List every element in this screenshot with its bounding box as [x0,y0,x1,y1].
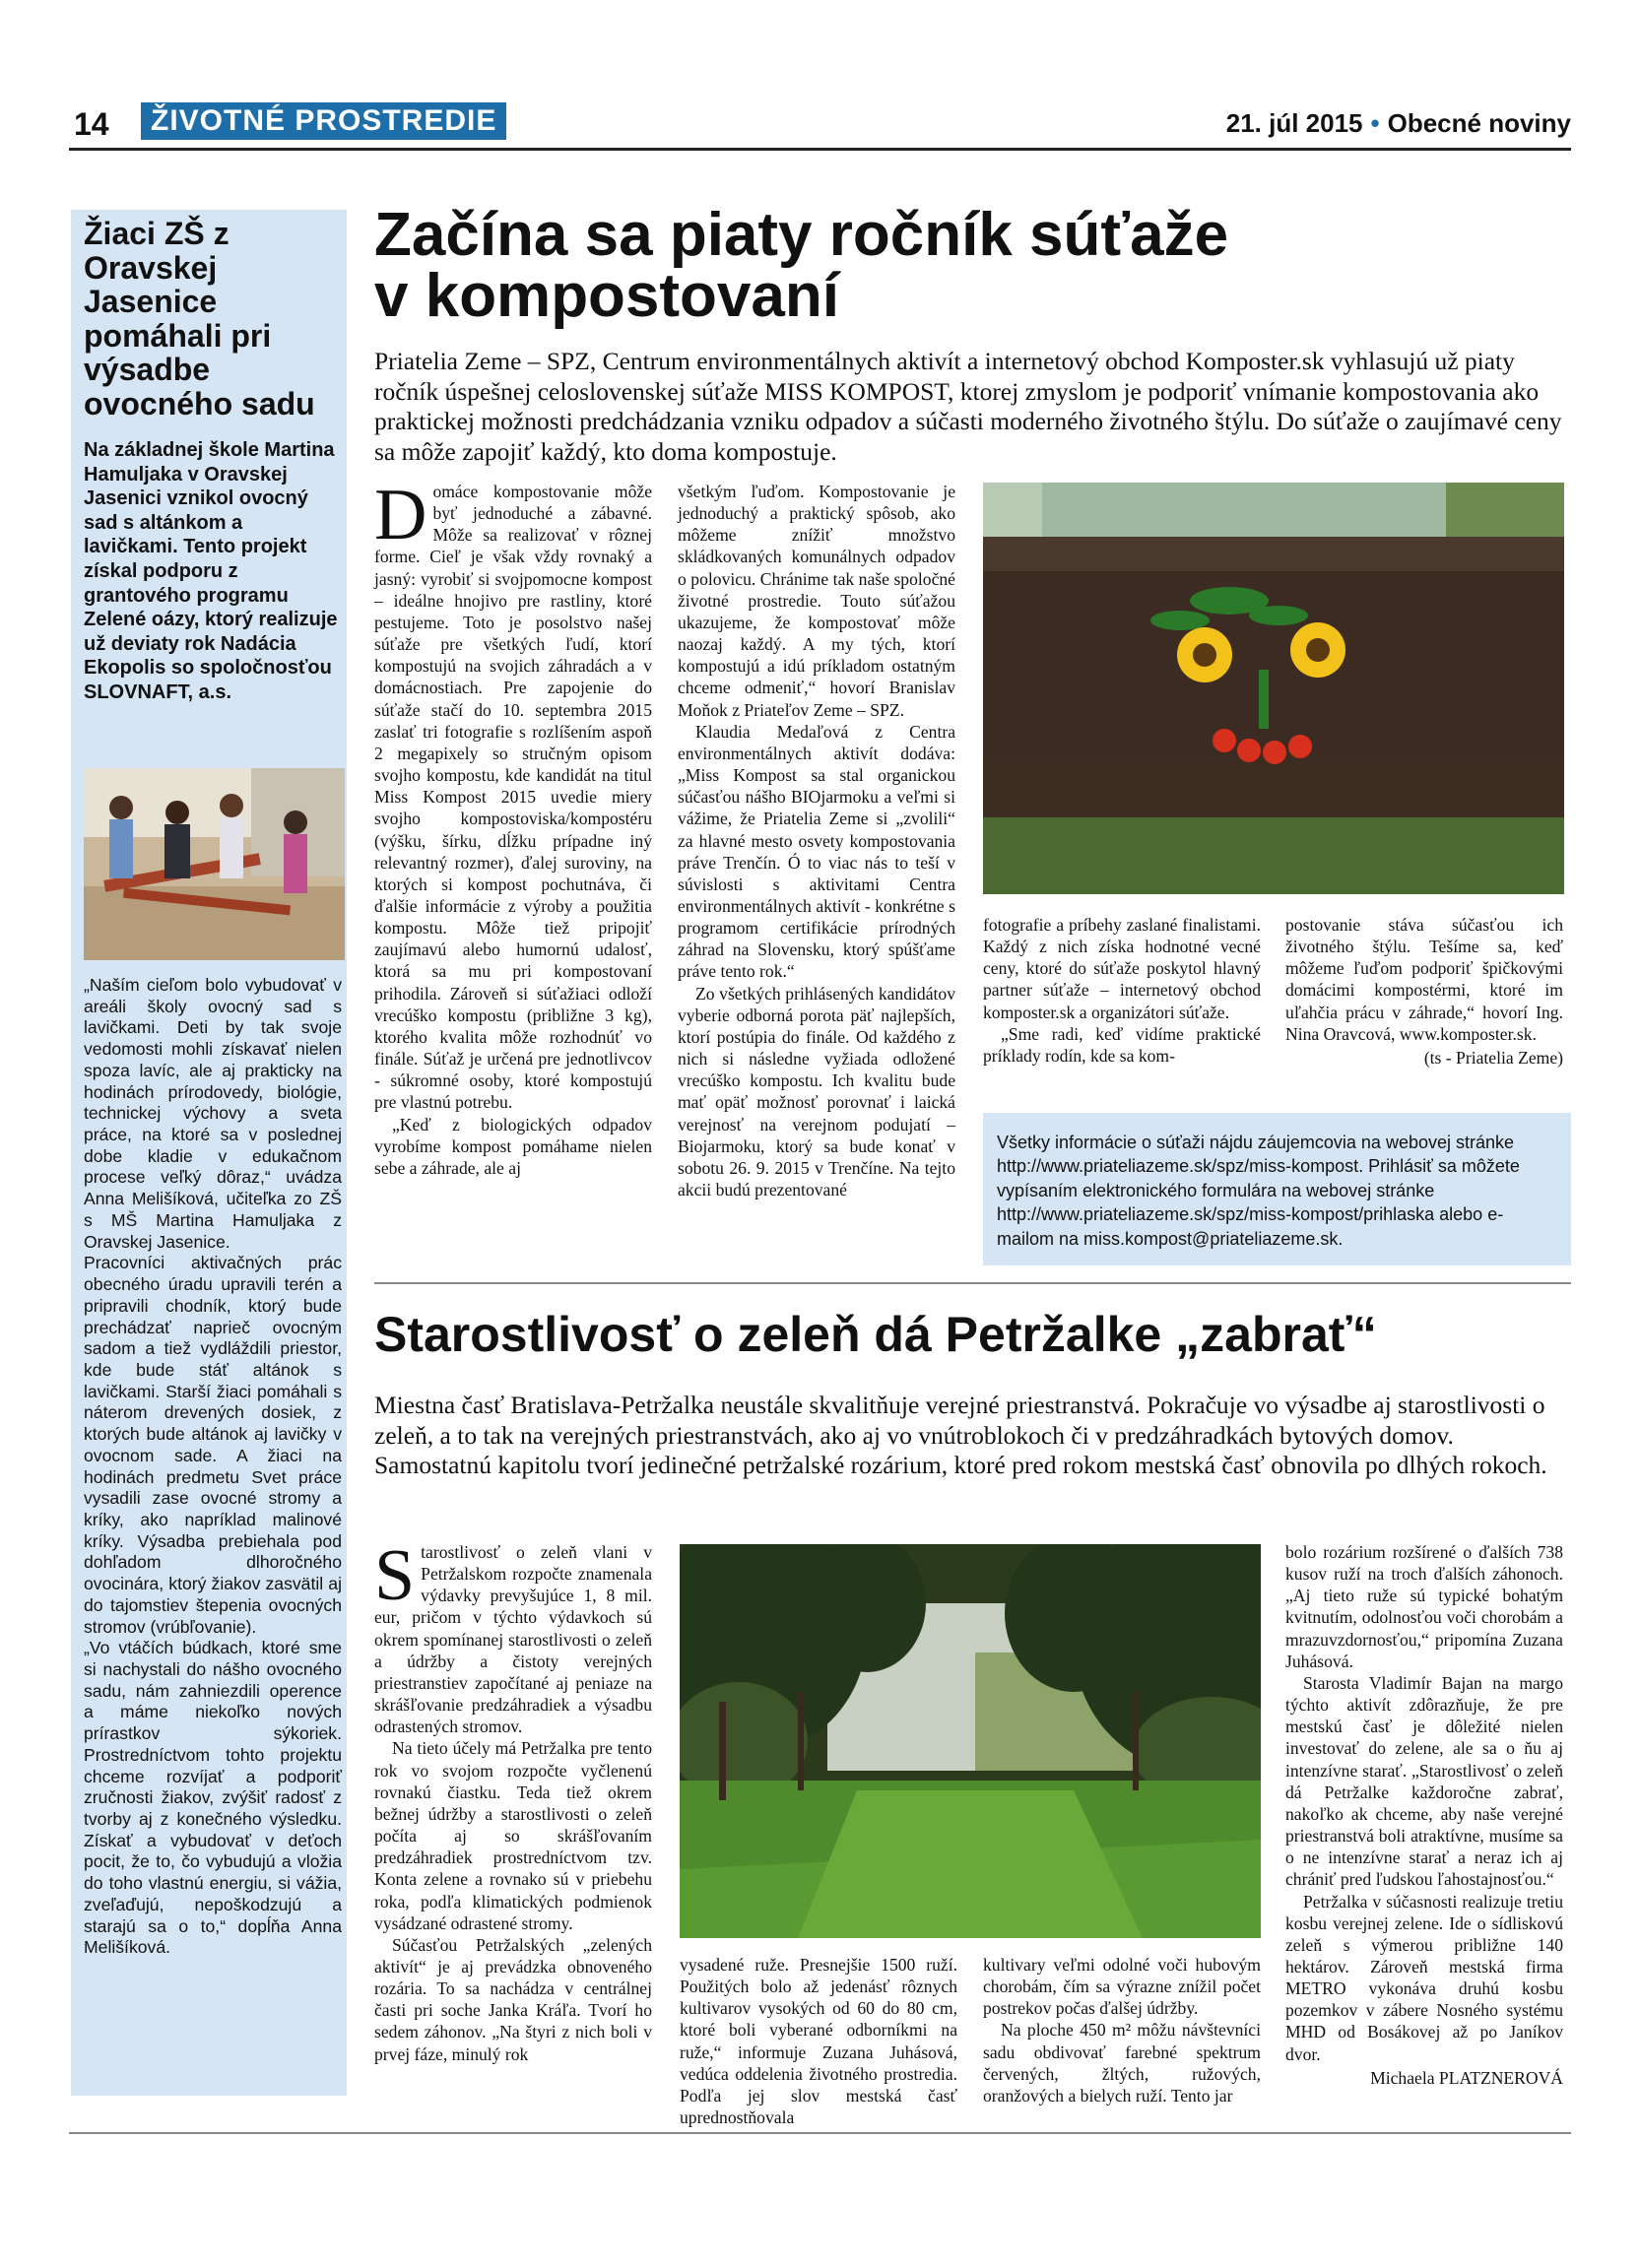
article-divider [374,1282,1571,1284]
article1-column-4 [1285,914,1563,1069]
park-photo [680,1544,1261,1938]
sidebar-paragraph: Pracovníci aktivačných prác obecného úradu upravili terén a pripravili chodník, ktorý bude prechádzať naprieč ovocným sadom a tiež vydláždili priestor, kde bude stáť altánok s lavičkami. Starší žiaci pomáhali s náterom drevených dosiek, z ktorých bude altánok aj lavičky v ovocnom sade. A žiaci na hodinách predmetu Svet práce vysadili zase ovocné stromy a kríky, ako napríklad malinové kríky. Výsadba prebiehala pod dohľadom dlhoročného ovocinára, ktorý žiakov zasvätil aj do tajomstiev štepenia ovocných stromov (vrúbľovanie). [84,1253,342,1637]
article1-paragraph: Zo všetkých prihlásených kandidátov vyberie odborná porota päť najlepších, ktorí postúpia do finále. Od každého z nich si následne vyžiada odložené vrecúško kompostu. Ich kvalitu bude mať opäť možnosť porovnať i laická verejnosť na verejnom podujatí – Biojarmoku, ktorý sa bude konať v sobotu 26. 9. 2015 v Trenčíne. Na tejto akcii budú prezentované [678,983,955,1199]
students-photo-image [84,768,345,960]
article1-paragraph: Klaudia Medaľová z Centra environmentálnych aktivít dodáva: „Miss Kompost sa stal organickou súčasťou nášho BIOjarmoku a veľmi si vážime, že Priatelia Zeme si „zvolili“ za hlavné mesto osvety kompostovania práve Trenčín. Ó to viac nás to teší v súvislosti s aktivitami Centra environmentálnych aktivít - konkrétne s programom certifikácie prírodných záhrad na Slovensku, ktorý spúšťame práve tento rok.“ [678,721,955,982]
students-photo [84,768,345,960]
article1-column-3 [983,914,1261,1067]
article2-lead: Miestna časť Bratislava-Petržalka neustále skvalitňuje verejné priestranstvá. Pokračuje vo výsadbe aj starostlivosti o zeleň, a to tak na verejných priestranstvách, ako aj vo vnútroblokoch či v predzáhradkách bytových domov. Samostatnú kapitolu tvorí jedinečné petržalské rozárium, ktoré pred rokom mestská časť obnovila po dlhých rokoch. [374,1391,1547,1480]
article1-signature: (ts - Priatelia Zeme) [1423,1047,1563,1068]
article1-column-2 [678,481,955,1200]
header-rule [69,148,1571,151]
article1-column-1 [374,475,652,1179]
section-label: ŽIVOTNÉ PROSTREDIE [141,102,506,140]
article1-headline-line2: v kompostovaní [374,262,839,330]
publication-name: Obecné noviny [1387,108,1571,138]
article2-paragraph: Na ploche 450 m² môžu návštevníci sadu obdivovať farebné spektrum červených, žltých, ružových, oranžových a bielych ruží. Tento jar [983,2020,1261,2106]
bullet-separator: • [1370,108,1380,138]
article2-headline: Starostlivosť o zeleň dá Petržalke „zabrať“ [374,1307,1377,1362]
article2-paragraph: Starosta Vladimír Bajan na margo týchto aktivít zdôrazňuje, že pre mestskú časť je dôležité nielen investovať do zelene, ale sa o ňu aj intenzívne starať. „Starostlivosť o zeleň dá Petržalke každoročne zabrať, nakoľko ak chceme, aby naše verejné priestranstvá boli atraktívne, musíme sa o ne intenzívne starať a neraz ich aj chrániť pred ľudskou ľahostajnosťou.“ [1285,1672,1563,1890]
article2-paragraph: Na tieto účely má Petržalka pre tento rok vo svojom rozpočte vyčlenenú rovnakú čiastku. Teda tiež okrem bežnej údržby a starostlivosti o zeleň počíta aj so skrášľovaním predzáhradiek prostredníctvom tzv. Konta zelene a rovnako sú v priebehu roka, podľa klimatických podmienok vysádzané odrastené stromy. [374,1738,652,1933]
park-image [680,1544,1261,1938]
article2-column-3 [983,1954,1261,2106]
issue-info [1226,108,1571,139]
sidebar-lead: Na základnej škole Martina Hamuljaka v Oravskej Jasenici vznikol ovocný sad s altánkom a lavičkami. Tento projekt získal podporu z grantového programu Zelené oázy, ktorý realizuje už deviaty rok Nadácia Ekopolis so spoločnosťou SLOVNAFT, a.s. [84,439,338,703]
sidebar-paragraph: „Naším cieľom bolo vybudovať v areáli školy ovocný sad s lavičkami. Deti by tak svoje vedomosti mohli získavať nielen spoza lavíc, ale aj prakticky na hodinách prírodovedy, biológie, technickej výchovy a sveta práce, na ktoré sa v poslednej dobe kladie v edukačnom procese veľký dôraz,“ uvádza Anna Melišíková, učiteľka zo ZŠ s MŠ Martina Hamuljaka z Oravskej Jasenice. [84,975,342,1252]
article2-paragraph: bolo rozárium rozšírené o ďalších 738 kusov ruží na troch ďalších záhonoch. „Aj tieto ruže sú typické bohatým kvitnutím, odolnosťou voči chorobám a mrazuvzdornosťou,“ pripomína Zuzana Juhásová. [1285,1542,1563,1671]
issue-date: 21. júl 2015 [1225,108,1363,138]
article2-column-2 [680,1954,957,2128]
article1-lead: Priatelia Zeme – SPZ, Centrum environmentálnych aktivít a internetový obchod Komposter.sk vyhlasujú už piaty ročník úspešnej celoslovenskej súťaže MISS KOMPOST, ktorej zmyslom je podporiť vnímanie kompostovania ako praktickej možnosti predchádzania vzniku odpadov a súčasti moderného životného štýlu. Do súťaže o zaujímavé ceny sa môže zapojiť každý, kto doma kompostuje. [374,347,1562,466]
compost-face-image [983,483,1564,894]
article1-paragraph: „Keď z biologických odpadov vyrobíme kompost pomáhame nielen sebe a záhrade, ale aj [374,1114,652,1178]
article2-paragraph: Súčasťou Petržalských „zelených aktivít“ je aj prevádzka obnoveného rozária. To sa nachádza v centrálnej časti pri soche Janka Kráľa. Tvorí ho sedem záhonov. „Na štyri z nich boli v prvej fáze, minulý rok [374,1934,652,2064]
article2-paragraph: kultivary veľmi odolné voči hubovým chorobám, čím sa výrazne znížil počet postrekov počas ďalšej údržby. [983,1955,1261,2019]
article1-paragraph: postovanie stáva súčasťou ich životného štýlu. Tešíme sa, keď môžeme ľuďom podporiť špičkovými domácimi kompostérmi, ktoré im uľahčia prácu v záhrade,“ hovorí Ing. Nina Oravcová, www.komposter.sk. [1285,915,1563,1044]
sidebar-body [84,975,342,1959]
article2-column-4 [1285,1541,1563,2089]
info-box: Všetky informácie o súťaži nájdu záujemcovia na webovej stránke http://www.priateliazeme.sk/spz/miss-kompost. Prihlásiť sa môžete vypísaním elektronického formulára na webovej stránke http://www.priateliazeme.sk/spz/miss-kompost/prihlaska alebo e-mailom na miss.kompost@priateliazeme.sk. [983,1113,1571,1265]
drop-cap: D [374,475,427,555]
article1-paragraph: „Sme radi, keď vidíme praktické príklady rodín, kde sa kom- [983,1023,1261,1066]
article1-headline-line1: Začína sa piaty ročník súťaže [374,201,1229,269]
article1-paragraph: všetkým ľuďom. Kompostovanie je jednoduchý a praktický spôsob, ako môžeme znížiť množstvo skládkovaných komunálnych odpadov o polovicu. Chránime tak naše spoločné životné prostredie. Touto súťažou ukazujeme, že kompostovať môže naozaj každý. A my tých, ktorí kompostujú a idú príkladom ostatným chceme odmeniť,“ hovorí Branislav Moňok z Priateľov Zeme – SPZ. [678,482,955,720]
article2-paragraph: tarostlivosť o zeleň vlani v Petržalskom rozpočte znamenala výdavky prevyšujúce 1, 8 mil. eur, pričom v týchto výdavkoch sú okrem spomínanej starostlivosti o zeleň a údržby a čistoty verejných priestranstiev započítané aj peniaze na skrášľovanie predzáhradiek a výsadbu odrastených stromov. [374,1542,652,1737]
article1-paragraph: fotografie a príbehy zaslané finalistami. Každý z nich získa hodnotné vecné ceny, ktoré do súťaže poskytol hlavný partner súťaže – internetový obchod komposter.sk a organizátori súťaže. [983,915,1261,1022]
sidebar-paragraph: „Vo vtáčích búdkach, ktoré sme si nachystali do nášho ovocného sadu, nám zahniezdili operence a máme niekoľko nových prírastkov sýkoriek. Prostredníctvom tohto projektu chceme rozvíjať a podporiť zručnosti žiakov, zvýšiť radosť z tvorby aj z konečného výsledku. Získať a vybudovať v deťoch pocit, že to, čo vybudujú a vložia do toho vlastnú energiu, si vážia, zveľaďujú, nepoškodzujú a starajú sa o to,“ dopĺňa Anna Melišíková. [84,1638,342,1958]
article2-paragraph: vysadené ruže. Presnejšie 1500 ruží. Použitých bolo až jedenásť rôznych kultivarov vysokých od 60 do 80 cm, ktoré boli vyberané odborníkmi na ruže,“ informuje Zuzana Juhásová, vedúca oddelenia životného prostredia. Podľa jej slov mestská časť uprednostňovala [680,1955,957,2128]
sidebar-headline: Žiaci ZŠ z Oravskej Jasenice pomáhali pri výsadbe ovocného sadu [84,216,315,421]
compost-face-photo [983,483,1564,894]
drop-cap: S [374,1535,416,1616]
article2-column-1 [374,1535,652,2065]
footer-rule [69,2132,1571,2134]
article2-signature: Michaela PLATZNEROVÁ [1370,2067,1563,2088]
article2-paragraph: Petržalka v súčasnosti realizuje tretiu kosbu verejnej zelene. Ide o sídliskovú zeleň s výmerou približne 140 hektárov. Zároveň mestská firma METRO vykonáva druhú kosbu pozemkov v zábere Nosného systému MHD od Bosákovej až po Janíkov dvor. [1285,1891,1563,2064]
article1-paragraph: omáce kompostovanie môže byť jednoduché a zábavné. Môže sa realizovať v rôznej forme. Cieľ je však vždy rovnaký a jasný: vyrobiť si svojpomocne kompost – ideálne hnojivo pre rastliny, ktoré pestujeme. Toto je posolstvo našej súťaže pre všetkých ľudí, ktorí kompostujú na svojich záhradách a v domácnostiach. Pre zapojenie do súťaže stačí do 10. septembra 2015 zaslať tri fotografie s rozlíšením aspoň 2 megapixely so stručným opisom svojho kompostu, kde kandidát na titul Miss Kompost 2015 uvedie miery svojho kompostoviska/kompostéru (výšku, šírku, dĺžku prípadne iný relevantný rozmer), ďalej suroviny, na ktorých si kompost pochutnáva, či ďalšie informácie z výroby a použitia kompostu. Môže tiež pripojiť zaujímavú alebo humornú udalosť, ktorá sa mu pri kompostovaní prihodila. Zároveň si súťažiaci odloží vrecúško kompostu (približne 3 kg), ktorého kvalita môže rozhodnúť vo finále. Súťaž je určená pre jednotlivcov - súkromné osoby, ktoré kompostujú pre vlastnú potrebu. [374,482,652,1113]
page-number: 14 [74,106,109,142]
article1-headline [374,201,1537,330]
